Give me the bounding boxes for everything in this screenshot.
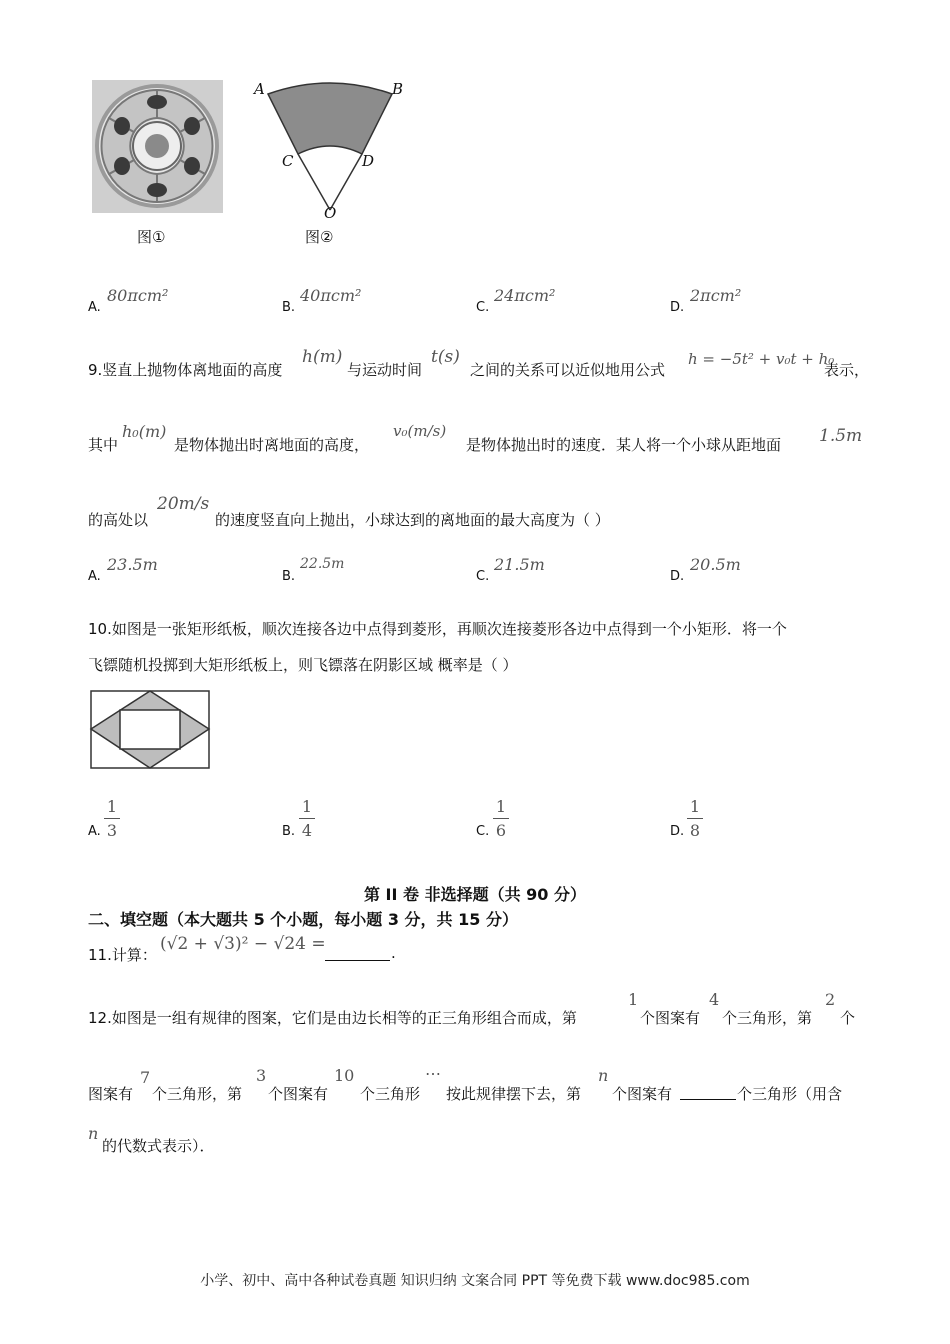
figure-fan-sector — [250, 78, 415, 218]
q9-line2-a: 其中 — [88, 436, 119, 454]
q9-formula: h = −5t² + v₀t + h₀ — [688, 350, 835, 368]
q12-line2-e: 按此规律摆下去，第 — [446, 1085, 582, 1103]
q9-option-b-letter: B. — [282, 569, 296, 584]
q9-speed-value: 20m/s — [157, 494, 210, 514]
q9-line3-a: 的高处以 — [88, 511, 149, 529]
q10-line2: 飞镖随机投掷到大矩形纸板上，则飞镖落在阴影区域 概率是（ ） — [88, 656, 518, 674]
figure-plate-photo — [92, 80, 223, 213]
q11-prefix: 11.计算： — [88, 946, 157, 964]
q9-option-b-value: 22.5m — [300, 556, 345, 572]
q8-option-b-letter: B. — [282, 300, 296, 315]
q9-h-m: h(m) — [302, 347, 343, 367]
q12-line2-c: 个图案有 — [268, 1085, 329, 1103]
q12-v10: 10 — [334, 1066, 355, 1085]
q10-option-b-fraction — [299, 797, 315, 840]
q10-option-d-letter: D. — [670, 824, 685, 839]
q9-line2-b: 是物体抛出时离地面的高度， — [174, 436, 370, 454]
q9-line1-c: 之间的关系可以近似地用公式 — [470, 361, 666, 379]
figure2-caption: 图② — [305, 228, 334, 246]
q12-line1-d: 个 — [840, 1009, 856, 1027]
q12-line1-b: 个图案有 — [640, 1009, 701, 1027]
q9-option-d-value: 20.5m — [690, 555, 741, 574]
q9-option-c-value: 21.5m — [494, 555, 545, 574]
figure1-caption: 图① — [137, 228, 166, 246]
q9-height-value: 1.5m — [819, 426, 863, 446]
q10-option-c-fraction — [493, 797, 509, 840]
label-C: C — [282, 152, 294, 170]
q12-dots: ⋯ — [425, 1064, 441, 1083]
q10-option-d-fraction — [687, 797, 703, 840]
q10-rectangle-figure — [86, 688, 214, 772]
plate-photo-image — [92, 80, 223, 213]
q9-t-s: t(s) — [431, 347, 460, 367]
q12-v4: 4 — [709, 990, 720, 1009]
part2-heading: 二、填空题（本大题共 5 个小题，每小题 3 分，共 15 分） — [88, 910, 518, 929]
q9-option-c-letter: C. — [476, 569, 490, 584]
q10-option-a-num: 1 — [106, 797, 118, 816]
q12-n-var-line3: n — [88, 1124, 99, 1143]
q10-option-d-den: 8 — [689, 821, 701, 840]
q8-option-c-letter: C. — [476, 300, 490, 315]
section2-title: 第 II 卷 非选择题（共 90 分） — [363, 885, 587, 904]
q12-line2-d: 个三角形 — [360, 1085, 421, 1103]
q10-option-b-den: 4 — [301, 821, 313, 840]
q8-option-b-value: 40πcm² — [300, 286, 362, 305]
q8-option-c-value: 24πcm² — [494, 286, 556, 305]
q10-option-a-fraction — [104, 797, 120, 840]
q8-option-a-value: 80πcm² — [107, 286, 169, 305]
q12-v7: 7 — [140, 1068, 151, 1087]
q12-answer-blank[interactable] — [680, 1085, 736, 1100]
q9-line1-d: 表示， — [824, 361, 870, 379]
q12-n2: 2 — [825, 990, 836, 1009]
q11-answer-blank[interactable] — [325, 946, 390, 961]
q12-n1: 1 — [628, 990, 639, 1009]
q12-line2-a: 图案有 — [88, 1085, 134, 1103]
q10-option-a-letter: A. — [88, 824, 101, 839]
q8-option-d-value: 2πcm² — [690, 286, 742, 305]
q8-option-d-letter: D. — [670, 300, 685, 315]
q9-line3-b: 的速度竖直向上抛出，小球达到的离地面的最大高度为（ ） — [215, 511, 610, 529]
q10-option-d-num: 1 — [689, 797, 701, 816]
label-A: A — [254, 80, 265, 98]
q12-n3: 3 — [256, 1066, 267, 1085]
label-O: O — [324, 204, 337, 218]
q11-suffix: . — [391, 944, 396, 962]
q9-option-a-letter: A. — [88, 569, 101, 584]
q10-line1: 10.如图是一张矩形纸板，顺次连接各边中点得到菱形，再顺次连接菱形各边中点得到一个小矩形．将一个 — [88, 620, 787, 638]
q12-line2-f: 个图案有 — [612, 1085, 673, 1103]
q9-option-d-letter: D. — [670, 569, 685, 584]
q9-line1-b: 与运动时间 — [347, 361, 423, 379]
q12-line2-g: 个三角形（用含 — [737, 1085, 843, 1103]
q9-option-a-value: 23.5m — [107, 555, 158, 574]
q10-option-a-den: 3 — [106, 821, 118, 840]
label-B: B — [392, 80, 404, 98]
q10-option-b-letter: B. — [282, 824, 296, 839]
label-D: D — [362, 152, 375, 170]
q9-h0-m: h₀(m) — [122, 422, 167, 441]
q9-v0-ms: v₀(m/s) — [393, 422, 447, 440]
q12-n-var: n — [598, 1066, 609, 1085]
q8-option-a-letter: A. — [88, 300, 101, 315]
q12-line1-a: 12.如图是一组有规律的图案，它们是由边长相等的正三角形组合而成，第 — [88, 1009, 577, 1027]
page-footer: 小学、初中、高中各种试卷真题 知识归纳 文案合同 PPT 等免费下载 www.doc985.com — [200, 1273, 750, 1289]
rectangle-rhombus-diagram — [86, 688, 214, 772]
q9-line2-c: 是物体抛出时的速度．某人将一个小球从距地面 — [466, 436, 782, 454]
q10-option-c-den: 6 — [495, 821, 507, 840]
q10-option-b-num: 1 — [301, 797, 313, 816]
fan-sector-diagram — [250, 78, 415, 218]
q10-option-c-letter: C. — [476, 824, 490, 839]
q11-expression: (√2 + √3)² − √24 = — [160, 934, 326, 954]
q10-option-c-num: 1 — [495, 797, 507, 816]
q12-line3: 的代数式表示）． — [102, 1137, 215, 1155]
q9-line1-a: 9.竖直上抛物体离地面的高度 — [88, 361, 283, 379]
q12-line2-b: 个三角形，第 — [152, 1085, 243, 1103]
q12-line1-c: 个三角形，第 — [722, 1009, 813, 1027]
